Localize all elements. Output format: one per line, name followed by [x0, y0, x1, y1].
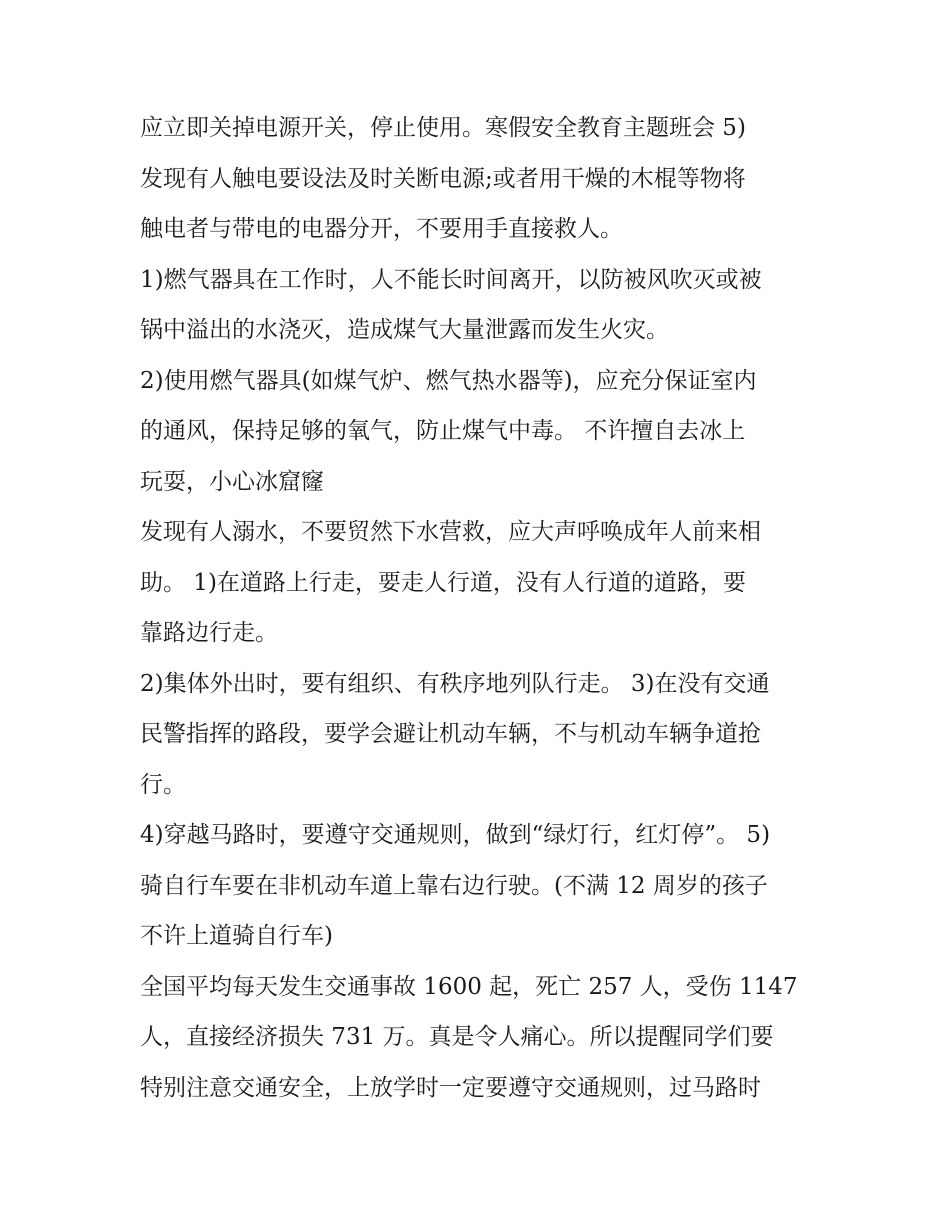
text-line: 发现有人触电要设法及时关断电源;或者用干燥的木棍等物将: [140, 165, 746, 192]
text-line: 的通风，保持足够的氧气，防止煤气中毒。 不许擅自去冰上: [140, 418, 746, 444]
text-line: 特别注意交通安全，上放学时一定要遵守交通规则，过马路时: [140, 1074, 761, 1101]
text-line: 发现有人溺水，不要贸然下水营救，应大声呼唤成年人前来相: [140, 519, 761, 545]
text-line: 触电者与带电的电器分开，不要用手直接救人。: [140, 216, 623, 242]
text-line: 人，直接经济损失 731 万。真是令人痛心。所以提醒同学们要: [140, 1024, 774, 1050]
text-line: 全国平均每天发生交通事故 1600 起，死亡 257 人，受伤 1147: [140, 973, 798, 1000]
text-line: 不许上道骑自行车): [140, 923, 333, 949]
text-line: 助。 1)在道路上行走，要走人行道，没有人行道的道路，要: [140, 569, 746, 596]
text-line: 骑自行车要在非机动车道上靠右边行驶。(不满 12 周岁的孩子: [140, 872, 768, 899]
text-line: 2)使用燃气器具(如煤气炉、燃气热水器等)，应充分保证室内: [140, 367, 757, 394]
text-line: 玩耍，小心冰窟窿: [140, 468, 324, 495]
text-line: 锅中溢出的水浇灭，造成煤气大量泄露而发生火灾。: [140, 317, 669, 343]
text-line: 民警指挥的路段，要学会避让机动车辆，不与机动车辆争道抢: [140, 721, 761, 747]
text-line: 1)燃气器具在工作时，人不能长时间离开，以防被风吹灭或被: [140, 266, 762, 293]
text-line: 行。: [140, 771, 186, 798]
text-line: 应立即关掉电源开关，停止使用。寒假安全教育主题班会 5): [140, 115, 746, 141]
text-line: 4)穿越马路时，要遵守交通规则，做到“绿灯行，红灯停”。 5): [140, 822, 771, 848]
text-line: 靠路边行走。: [140, 620, 278, 646]
text-line: 2)集体外出时，要有组织、有秩序地列队行走。 3)在没有交通: [140, 670, 770, 697]
body-text: [140, 103, 820, 1113]
